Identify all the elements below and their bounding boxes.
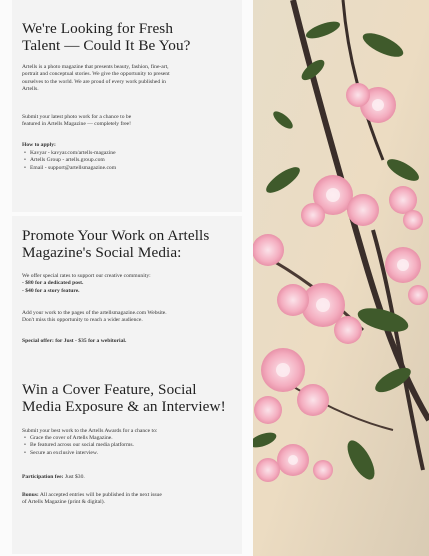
promote-title-line2: Magazine's Social Media: [22, 244, 182, 261]
participation-fee [22, 474, 85, 481]
how-to-apply-heading: How to apply: [22, 142, 56, 148]
cover-feature-title-line1: Win a Cover Feature, Social [22, 381, 197, 398]
apply-item-email[interactable]: • Email - support@artellsmagazine.com [24, 165, 116, 172]
cover-feature-title-line2: Media Exposure & an Interview! [22, 398, 226, 415]
apply-item-kavyar[interactable]: • Kavyar - kavyar.com/artells-magazine [24, 150, 116, 157]
submit-line: Submit your latest photo work for a chance to be [22, 114, 132, 120]
intro-paragraph [22, 64, 237, 94]
cherry-blossom-photo [253, 0, 429, 556]
rates-block [22, 273, 151, 295]
bonus-text: All accepted entries will be published in the next issue [39, 492, 162, 498]
intro-line: portrait and conceptual stories. We give the opportunity to present [22, 71, 170, 78]
intro-line: ourselves to the world. We are proud of every work published in [22, 78, 166, 85]
bonus-block [22, 492, 162, 507]
awards-intro: Submit your best work to the Artells Awards for a chance to: [22, 428, 158, 434]
apply-item-artells-group[interactable]: • Artells Group - artells.group.com [24, 157, 116, 164]
fresh-talent-title-line1: We're Looking for Fresh [22, 20, 174, 37]
rate-post: - $80 for a dedicated post. [22, 280, 84, 287]
fee-label: Participation fee: [22, 474, 64, 480]
prize-item: • Be featured across our social media platforms. [24, 442, 134, 449]
fee-value: Just $30. [64, 474, 85, 480]
promote-title-line1: Promote Your Work on Artells [22, 227, 210, 244]
intro-line: Artells is a photo magazine that presents beauty, fashion, fine-art, [22, 64, 169, 70]
bonus-line: of Artells Magazine (print & digital). [22, 499, 105, 506]
rate-story: - $40 for a story feature. [22, 287, 80, 294]
website-line: Add your work to the pages of the artellsmagazine.com Website. [22, 310, 167, 316]
cover-feature-title [22, 381, 226, 415]
submit-paragraph [22, 114, 131, 129]
prize-item: • Secure an exclusive interview. [24, 450, 134, 457]
website-block [22, 310, 167, 325]
submit-line: featured in Artells Magazine — completely free! [22, 121, 132, 128]
intro-line: Artells. [22, 86, 39, 93]
prize-item: • Grace the cover of Artells Magazine. [24, 435, 134, 442]
fresh-talent-title-line2: Talent — Could It Be You? [22, 37, 191, 54]
rates-intro: We offer special rates to support our creative community: [22, 273, 151, 279]
prize-list [24, 435, 134, 457]
website-line: Don't miss this opportunity to reach a wider audience. [22, 317, 143, 324]
promote-title [22, 227, 209, 261]
fresh-talent-title [22, 20, 191, 54]
special-offer: Special offer: for Just - $35 for a webitorial. [22, 338, 127, 344]
apply-list [24, 150, 116, 172]
bonus-label: Bonus: [22, 492, 39, 498]
